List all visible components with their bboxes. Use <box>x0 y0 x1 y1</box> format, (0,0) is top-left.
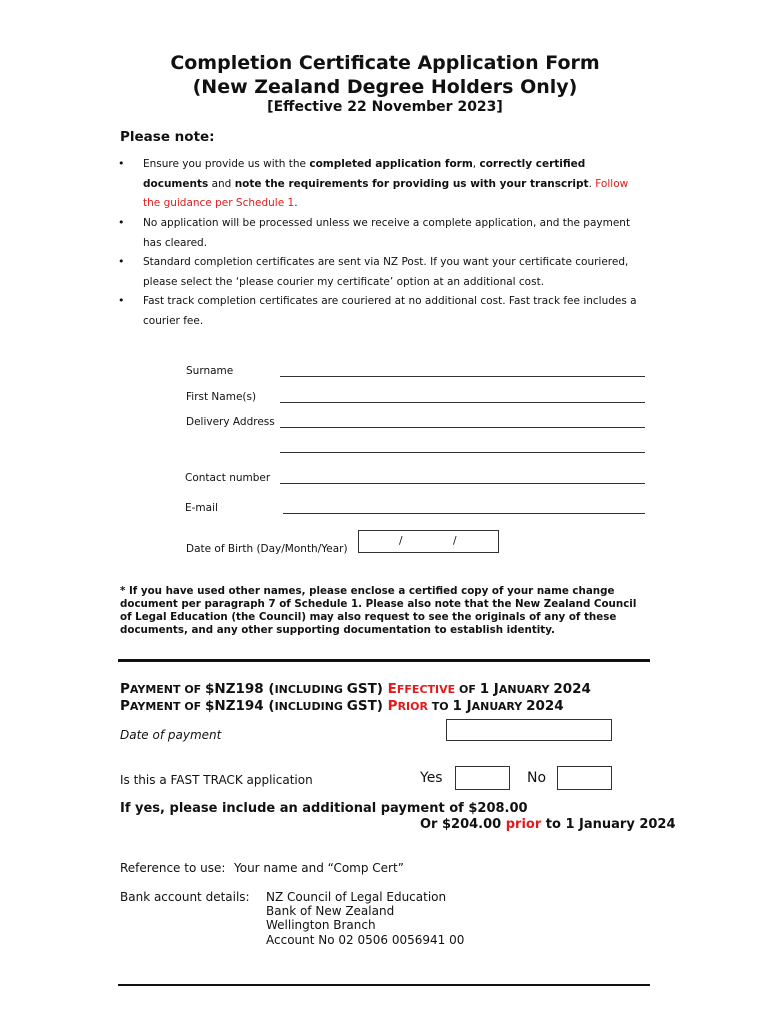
footnote: * If you have used other names, please enclose a certified copy of your name change document per paragraph 7 of Schedule 1. Please also note that the New Zealand Council of Legal Education (the Council) may also request to see the originals of any of these documents, and any other supporting documentation to establish identity. <box>120 585 637 636</box>
bank-account-name: NZ Council of Legal Education <box>266 890 447 904</box>
email-field[interactable] <box>283 513 645 514</box>
no-label: No <box>527 770 547 786</box>
first-names-label: First Name(s) <box>186 391 257 403</box>
email-label: E-mail <box>185 502 218 514</box>
form-title-line2: (New Zealand Degree Holders Only) <box>192 76 578 98</box>
dob-separator: / <box>453 535 457 547</box>
contact-number-label: Contact number <box>185 472 271 484</box>
bullet-dot-icon: • <box>118 157 125 170</box>
effective-date: [Effective 22 November 2023] <box>267 99 503 115</box>
reference-value: Your name and “Comp Cert” <box>234 861 404 875</box>
note-bullet-4: Fast track completion certificates are couriered at no additional cost. Fast track fee includes a courier fee. <box>143 295 637 327</box>
contact-number-field[interactable] <box>280 483 645 484</box>
fast-track-yes-box[interactable] <box>455 766 510 790</box>
delivery-address-field-line1[interactable] <box>280 427 645 428</box>
date-of-payment-label: Date of payment <box>120 728 222 742</box>
bullet-dot-icon: • <box>118 255 125 268</box>
surname-label: Surname <box>186 365 234 377</box>
bottom-divider <box>118 984 650 986</box>
payment-prior-line: PAYMENT OF $NZ194 (INCLUDING GST) PRIOR TO 1 JANUARY 2024 <box>120 698 564 714</box>
delivery-address-field-line2[interactable] <box>280 452 645 453</box>
bank-branch: Wellington Branch <box>266 918 376 932</box>
dob-separator: / <box>399 535 403 547</box>
fast-track-label: Is this a FAST TRACK application <box>120 773 313 787</box>
bank-account-number: Account No 02 0506 0056941 00 <box>266 933 465 947</box>
dob-input[interactable] <box>358 530 499 553</box>
surname-field[interactable] <box>280 376 645 377</box>
note-bullet-1: Ensure you provide us with the completed application form, correctly certified documents and note the requirements for providing us with your transcript. Follow the guidance per Schedule 1. <box>143 158 629 209</box>
delivery-address-label: Delivery Address <box>186 416 275 428</box>
fast-track-extra-payment-prior: Or $204.00 prior to 1 January 2024 <box>420 817 676 832</box>
bank-name: Bank of New Zealand <box>266 904 395 918</box>
yes-label: Yes <box>420 770 443 786</box>
dob-label: Date of Birth (Day/Month/Year) <box>186 543 348 555</box>
note-bullet-3: Standard completion certificates are sent via NZ Post. If you want your certificate couriered, please select the ‘please courier my certificate’ option at an additional cost. <box>143 256 629 288</box>
guidance-link-text: Follow the guidance per Schedule 1 <box>143 177 629 209</box>
fast-track-extra-payment: If yes, please include an additional payment of $208.00 <box>120 801 528 816</box>
reference-label: Reference to use: <box>120 861 226 875</box>
fast-track-no-box[interactable] <box>557 766 612 790</box>
date-of-payment-input[interactable] <box>446 719 612 741</box>
notes-heading: Please note: <box>120 129 215 145</box>
form-title-line1: Completion Certificate Application Form <box>170 52 600 74</box>
bank-details-label: Bank account details: <box>120 890 250 904</box>
payment-effective-line: PAYMENT OF $NZ198 (INCLUDING GST) EFFECTIVE OF 1 JANUARY 2024 <box>120 681 591 697</box>
section-divider <box>118 659 650 662</box>
note-bullet-2: No application will be processed unless we receive a complete application, and the payment has cleared. <box>143 217 631 249</box>
bullet-dot-icon: • <box>118 294 125 307</box>
first-names-field[interactable] <box>280 402 645 403</box>
bullet-dot-icon: • <box>118 216 125 229</box>
